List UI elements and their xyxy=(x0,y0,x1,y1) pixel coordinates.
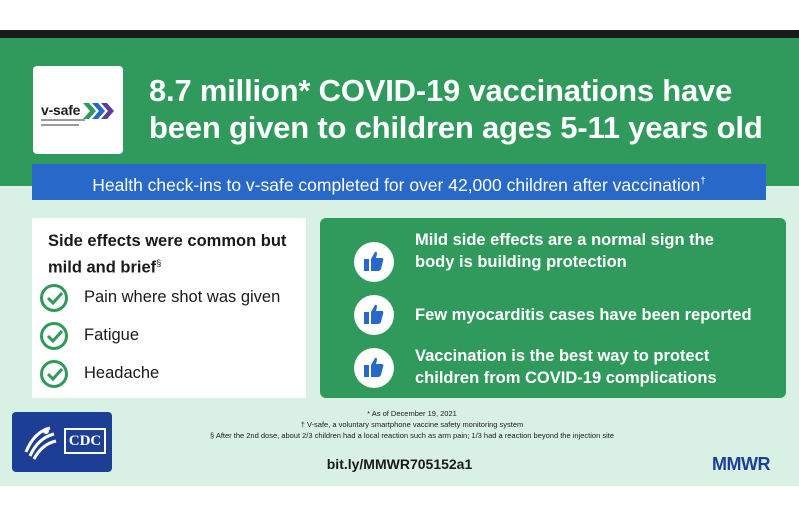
key-point-line: children from COVID-19 complications xyxy=(415,369,717,387)
key-point-text xyxy=(415,229,714,273)
side-effect-label: Fatigue xyxy=(84,326,140,344)
check-icon xyxy=(40,322,68,350)
footnotes xyxy=(152,408,672,441)
headline-line-1: 8.7 million* COVID-19 vaccinations have xyxy=(149,73,733,108)
check-icon xyxy=(40,284,68,312)
side-effect-label: Headache xyxy=(84,364,160,382)
side-effects-title xyxy=(48,230,298,279)
key-point-line: body is building protection xyxy=(415,253,627,271)
key-point-text xyxy=(415,304,752,326)
key-point-line: Vaccination is the best way to protect xyxy=(415,347,710,365)
cdc-wordmark: CDC xyxy=(64,428,106,454)
infographic-card xyxy=(0,30,799,486)
logo-tagline-line xyxy=(41,124,79,126)
key-point-line: Few myocarditis cases have been reported xyxy=(415,306,752,324)
footnote-section: § After the 2nd dose, about 2/3 children had a local reaction such as arm pain; 1/3 had a reaction beyond the injection site xyxy=(209,431,614,440)
banner-text: Health check-ins to v-safe completed for over 42,000 children after vaccination xyxy=(92,174,701,195)
mmwr-logo: MMWR xyxy=(712,454,770,474)
logo-tagline-line xyxy=(41,119,85,121)
thumbs-up-icon xyxy=(354,295,394,335)
key-point-text xyxy=(415,345,717,389)
key-points-panel xyxy=(320,218,786,398)
source-link[interactable]: bit.ly/MMWR705152a1 xyxy=(326,456,473,472)
page-title xyxy=(149,72,789,146)
thumbs-up-icon xyxy=(354,242,394,282)
side-effects-panel xyxy=(32,218,306,398)
top-border xyxy=(0,30,799,38)
check-icon xyxy=(40,360,68,388)
headline-line-2: been given to children ages 5-11 years old xyxy=(149,110,763,145)
side-effects-footnote-mark: § xyxy=(156,258,162,268)
thumbs-up-icon xyxy=(354,348,394,388)
check-ins-banner xyxy=(32,164,766,200)
footnote-dagger: † V-safe, a voluntary smartphone vaccine safety monitoring system xyxy=(300,420,524,429)
v-safe-logo xyxy=(33,66,123,154)
footnote-asterisk: * As of December 19, 2021 xyxy=(367,409,457,418)
v-safe-logo-word: v-safe xyxy=(41,102,81,118)
side-effects-title-text: Side effects were common but mild and brief xyxy=(48,232,287,277)
v-safe-chevron-icon xyxy=(83,100,117,122)
key-point-line: Mild side effects are a normal sign the xyxy=(415,231,714,249)
banner-footnote-mark: † xyxy=(700,176,706,187)
side-effect-label: Pain where shot was given xyxy=(84,288,281,306)
